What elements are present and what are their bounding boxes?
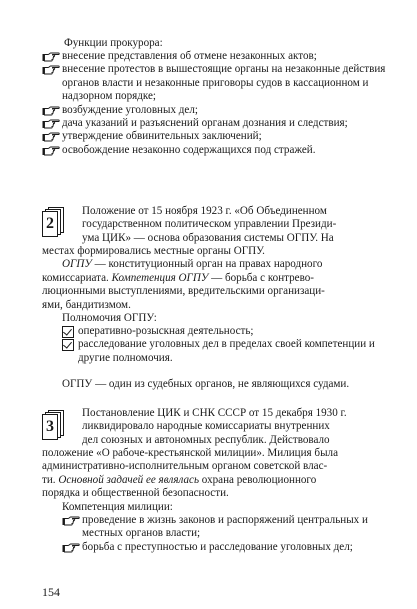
pointing-hand-icon [42, 105, 60, 117]
ogpu-powers-list [62, 325, 397, 365]
pointing-hand-icon [62, 542, 80, 554]
prosecutor-functions-list [42, 50, 392, 157]
list-item: расследование уголовных дел в пределах своей компетенции и другие полномочия. [62, 338, 397, 365]
pointing-hand-icon [42, 64, 60, 76]
checkbox-icon [62, 339, 74, 351]
list-item: внесение протестов в вышестоящие органы на незаконные действия органов власти и незаконные приговоры судов в кассационном и надзорном порядке; [42, 63, 392, 103]
pointing-hand-icon [42, 51, 60, 63]
pointing-hand-icon [42, 118, 60, 130]
section-number-box [42, 410, 63, 437]
checkbox-icon [62, 326, 74, 338]
page-number: 154 [42, 585, 60, 599]
militia-resolution-paragraph: Постановление ЦИК и СНК СССР от 15 декабря 1930 г. ликвидировало народные комиссариаты внутренних дел союзных и автономных республик. Действовало [82, 407, 347, 446]
list-item: утверждение обвинительных заключений; [42, 130, 392, 143]
ogpu-closing-note: ОГПУ — один из судебных органов, не являющихся судами. [62, 378, 350, 390]
list-item: проведение в жизнь законов и распоряжений центральных и местных органов власти; [62, 514, 397, 541]
list-item: внесение представления об отмене незаконных актов; [42, 50, 392, 63]
list-item: возбуждение уголовных дел; [42, 104, 392, 117]
ogpu-regulation-paragraph: Положение от 15 ноября 1923 г. «Об Объединенном государственном политическом управлении Президи- ума ЦИК» — основа образования системы ОГПУ. На [82, 205, 337, 244]
ogpu-definition-paragraph: местах формировались местные органы ОГПУ. ОГПУ — конституционный орган на правах народного комиссариата. Компетенция ОГПУ — борьба с контрево- люционными выступлениями, вредительскими организаци- ями, бандитизмом. Полномочия ОГПУ: [42, 245, 397, 325]
section-number-box [42, 207, 63, 234]
militia-description-paragraph: положение «О рабоче-крестьянской милиции». Милиция была административно-исполнительным органом советской влас- ти. Основной задачей ее являлась охрана революционного порядка и общественной безопасности. Компетенция милиции: [42, 447, 397, 514]
list-item: освобождение незаконно содержащихся под стражей. [42, 144, 392, 157]
pointing-hand-icon [62, 515, 80, 527]
section-number: 3 [42, 414, 58, 440]
list-item: дача указаний и разъяснений органам дознания и следствия; [42, 117, 392, 130]
pointing-hand-icon [42, 131, 60, 143]
section-number: 2 [42, 211, 58, 237]
pointing-hand-icon [42, 145, 60, 157]
militia-competence-list [62, 514, 397, 554]
prosecutor-functions-heading: Функции прокурора: [64, 37, 163, 49]
list-item: оперативно-розыскная деятельность; [62, 325, 397, 338]
list-item: борьба с преступностью и расследование уголовных дел; [62, 541, 397, 554]
militia-competence-heading: Компетенция милиции: [62, 500, 173, 513]
ogpu-powers-heading: Полномочия ОГПУ: [62, 312, 157, 325]
